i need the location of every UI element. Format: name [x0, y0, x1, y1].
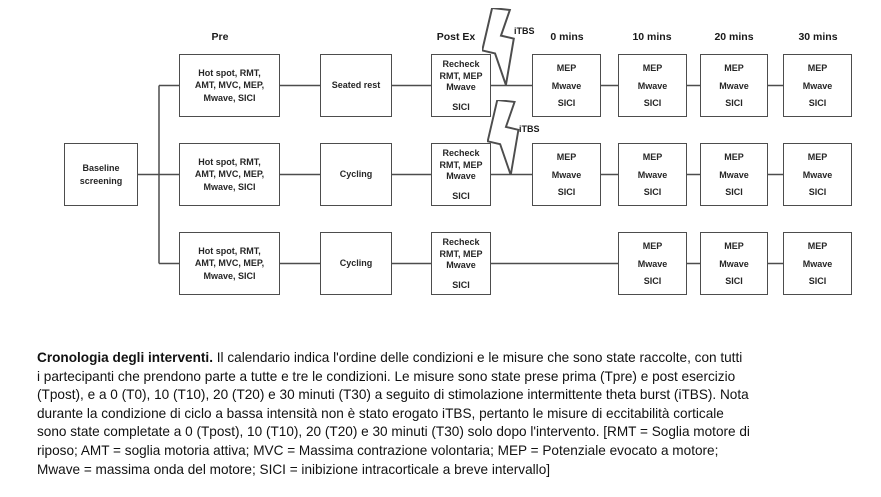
box-line: Mwave [637, 258, 668, 269]
box-line: SICI [643, 187, 662, 198]
pre-measures-box [179, 232, 280, 295]
box-line: Mwave [802, 169, 833, 180]
box-line: MEP [807, 151, 828, 162]
box-line: RMT, MEP [439, 248, 483, 259]
box-line: Mwave, SICI [203, 270, 256, 281]
box-line: Mwave [551, 80, 582, 91]
box-line: Mwave [719, 258, 749, 269]
column-header: 30 mins [798, 31, 838, 43]
itbs-label: iTBS [514, 26, 535, 36]
intervention-box [320, 143, 392, 206]
box-line: AMT, MVC, MEP, [194, 258, 265, 269]
box-line: Seated rest [331, 80, 381, 91]
box-line: SICI [452, 190, 470, 201]
column-header: Post Ex [436, 31, 476, 43]
caption-line: i partecipanti che prendono parte a tutte e tre le condizioni. Le misure sono state prese prima (Tpre) e post esercizio [37, 368, 736, 384]
box-line: AMT, MVC, MEP, [194, 169, 265, 180]
timepoint-box [700, 232, 768, 295]
box-line: Mwave [637, 80, 668, 91]
pre-measures-box [179, 54, 280, 117]
box-line: AMT, MVC, MEP, [194, 80, 265, 91]
recheck-box [431, 232, 491, 295]
itbs-bolt-icon [487, 100, 521, 175]
box-line: Mwave [802, 80, 833, 91]
timepoint-box [532, 143, 601, 206]
box-line: Mwave [719, 80, 749, 91]
box-line: screening [79, 175, 123, 186]
box-line: Hot spot, RMT, [198, 67, 261, 78]
intervention-box [320, 232, 392, 295]
box-line: SICI [808, 98, 827, 109]
caption-line: (Tpost), e a 0 (T0), 10 (T10), 20 (T20) e 30 minuti (T30) a seguito di stimolazione intermittente theta burst (iTBS). Nota [37, 387, 749, 403]
box-line: Recheck [442, 237, 480, 247]
box-line: Mwave [446, 171, 476, 181]
timepoint-box [783, 54, 852, 117]
timepoint-box [783, 143, 852, 206]
box-line: MEP [556, 62, 577, 73]
caption-line: Mwave = massima onda del motore; SICI = inibizione intracorticale a breve intervallo] [37, 461, 551, 477]
column-header: 10 mins [632, 31, 672, 43]
box-line: SICI [643, 98, 662, 109]
box-line: SICI [725, 98, 743, 109]
caption-line: riposo; AMT = soglia motoria attiva; MVC = Massima contrazione volontaria; MEP = Potenziale evocato a motore; [37, 442, 719, 458]
box-line: SICI [643, 276, 662, 287]
box-line: MEP [724, 62, 744, 73]
figure-caption [37, 349, 855, 479]
box-line: MEP [807, 240, 828, 251]
timepoint-box [532, 54, 601, 117]
itbs-label: iTBS [519, 124, 540, 134]
box-line: SICI [557, 98, 576, 109]
box-line: MEP [807, 62, 828, 73]
box-line: Recheck [442, 59, 480, 69]
timepoint-box [618, 54, 687, 117]
box-line: RMT, MEP [439, 70, 483, 81]
caption-title: Cronologia degli interventi. [37, 350, 213, 365]
timepoint-box [700, 54, 768, 117]
pre-measures-box [179, 143, 280, 206]
box-line: Cycling [339, 258, 373, 269]
caption-line [37, 349, 855, 368]
column-header: 20 mins [714, 31, 754, 43]
box-line: Mwave [637, 169, 668, 180]
caption-text: Il calendario indica l'ordine delle condizioni e le misure che sono state raccolte, con tutti [212, 350, 743, 365]
box-line: Hot spot, RMT, [198, 156, 261, 167]
timepoint-box [618, 232, 687, 295]
box-line: SICI [725, 276, 743, 287]
itbs-bolt-icon [482, 8, 516, 85]
box-line: Mwave [802, 258, 833, 269]
caption-line: durante la condizione di ciclo a bassa intensità non è stato erogato iTBS, pertanto le misure di eccitabilità corticale [37, 405, 724, 421]
timepoint-box [618, 143, 687, 206]
box-line: MEP [642, 62, 663, 73]
box-line: SICI [452, 101, 470, 112]
box-line: MEP [724, 151, 744, 162]
box-line: SICI [557, 187, 576, 198]
timepoint-box [700, 143, 768, 206]
column-header: Pre [211, 31, 229, 43]
box-line: Hot spot, RMT, [198, 245, 261, 256]
box-line: MEP [724, 240, 744, 251]
recheck-box [431, 143, 491, 206]
box-line: Mwave [551, 169, 582, 180]
box-line: Mwave, SICI [203, 181, 256, 192]
box-line: Mwave [719, 169, 749, 180]
box-line: Mwave [446, 82, 476, 92]
caption-line: sono state completate a 0 (Tpost), 10 (T10), 20 (T20) e 30 minuti (T30) solo dopo l'intervento. [RMT = Soglia motore di [37, 424, 750, 440]
box-line: SICI [808, 187, 827, 198]
box-line: Mwave [446, 260, 476, 270]
box-line: MEP [642, 151, 663, 162]
box-line: MEP [556, 151, 577, 162]
box-line: SICI [725, 187, 743, 198]
box-line: MEP [642, 240, 663, 251]
box-line: Cycling [339, 169, 373, 180]
intervention-box [320, 54, 392, 117]
box-line: Baseline [82, 163, 120, 173]
timepoint-box [783, 232, 852, 295]
box-line: Mwave, SICI [203, 92, 256, 103]
box-line: RMT, MEP [439, 159, 483, 170]
box-line: Recheck [442, 148, 480, 158]
column-header: 0 mins [550, 31, 584, 43]
baseline-box [64, 143, 138, 206]
box-line: SICI [808, 276, 827, 287]
box-line: SICI [452, 279, 470, 290]
